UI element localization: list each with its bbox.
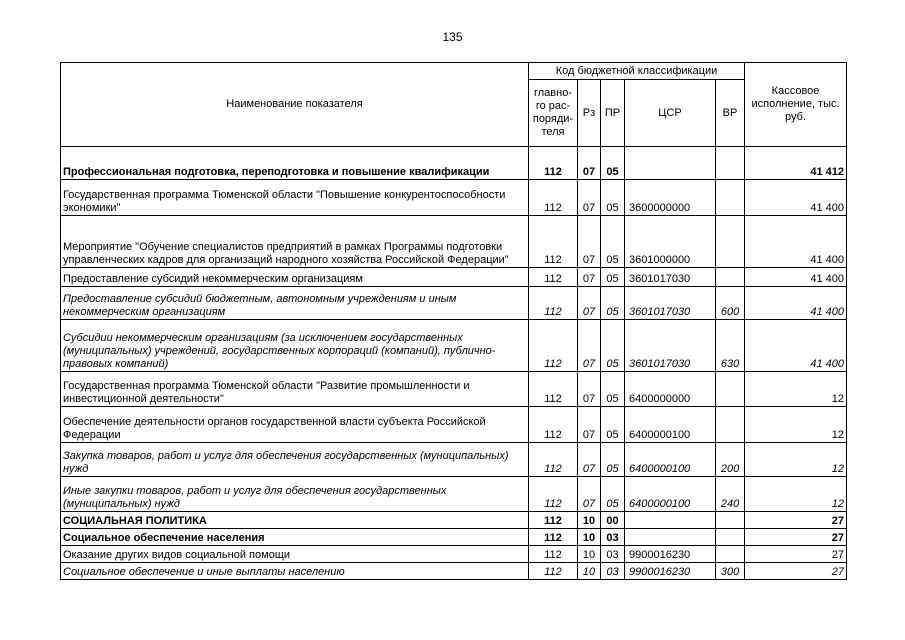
table-row bbox=[61, 287, 847, 320]
cell-csr bbox=[625, 512, 716, 529]
cell-amount: 27 bbox=[745, 529, 847, 546]
cell-csr: 3601017030 bbox=[625, 287, 716, 320]
cell-vr bbox=[716, 268, 745, 287]
cell-glav: 112 bbox=[529, 529, 578, 546]
table-row bbox=[61, 216, 847, 268]
cell-pr: 05 bbox=[601, 147, 625, 180]
cell-rz: 07 bbox=[578, 287, 601, 320]
cell-pr: 05 bbox=[601, 320, 625, 372]
cell-rz: 07 bbox=[578, 216, 601, 268]
cell-glav: 112 bbox=[529, 443, 578, 477]
cell-rz: 10 bbox=[578, 529, 601, 546]
cell-pr: 03 bbox=[601, 563, 625, 580]
cell-glav: 112 bbox=[529, 477, 578, 512]
page-number: 135 bbox=[442, 30, 463, 44]
cell-vr bbox=[716, 147, 745, 180]
cell-glav: 112 bbox=[529, 180, 578, 216]
table-row bbox=[61, 180, 847, 216]
table-row bbox=[61, 512, 847, 529]
cell-name: Государственная программа Тюменской области "Повышение конкурентоспособности экономики" bbox=[61, 180, 529, 216]
cell-name: Предоставление субсидий некоммерческим организациям bbox=[61, 268, 529, 287]
cell-amount: 27 bbox=[745, 512, 847, 529]
cell-csr: 6400000100 bbox=[625, 477, 716, 512]
cell-glav: 112 bbox=[529, 216, 578, 268]
header-vr: ВР bbox=[716, 80, 745, 147]
cell-csr: 9900016230 bbox=[625, 563, 716, 580]
cell-name: Оказание других видов социальной помощи bbox=[61, 546, 529, 563]
cell-vr bbox=[716, 407, 745, 443]
cell-pr: 05 bbox=[601, 372, 625, 407]
cell-csr bbox=[625, 529, 716, 546]
cell-csr: 6400000100 bbox=[625, 407, 716, 443]
cell-amount: 12 bbox=[745, 443, 847, 477]
cell-name: Мероприятие "Обучение специалистов предприятий в рамках Программы подготовки управленческих кадров для организаций народного хозяйства Российской Федерации" bbox=[61, 216, 529, 268]
table-row bbox=[61, 563, 847, 580]
cell-rz: 10 bbox=[578, 563, 601, 580]
cell-vr: 240 bbox=[716, 477, 745, 512]
cell-csr: 3601017030 bbox=[625, 320, 716, 372]
header-amount: Кассовое исполнение, тыс. руб. bbox=[745, 63, 847, 147]
budget-table bbox=[60, 62, 847, 580]
cell-name: СОЦИАЛЬНАЯ ПОЛИТИКА bbox=[61, 512, 529, 529]
cell-amount: 41 400 bbox=[745, 287, 847, 320]
cell-vr bbox=[716, 216, 745, 268]
cell-vr: 300 bbox=[716, 563, 745, 580]
cell-vr bbox=[716, 512, 745, 529]
cell-name: Закупка товаров, работ и услуг для обеспечения государственных (муниципальных) нужд bbox=[61, 443, 529, 477]
cell-name: Социальное обеспечение населения bbox=[61, 529, 529, 546]
cell-amount: 12 bbox=[745, 477, 847, 512]
table-header bbox=[61, 63, 847, 147]
header-csr: ЦСР bbox=[625, 80, 716, 147]
table-row bbox=[61, 529, 847, 546]
cell-rz: 10 bbox=[578, 512, 601, 529]
cell-rz: 07 bbox=[578, 180, 601, 216]
cell-amount: 41 400 bbox=[745, 268, 847, 287]
header-rz: Рз bbox=[578, 80, 601, 147]
cell-amount: 41 400 bbox=[745, 216, 847, 268]
cell-csr bbox=[625, 147, 716, 180]
cell-vr bbox=[716, 529, 745, 546]
cell-pr: 05 bbox=[601, 268, 625, 287]
cell-rz: 07 bbox=[578, 372, 601, 407]
cell-name: Социальное обеспечение и иные выплаты населению bbox=[61, 563, 529, 580]
cell-glav: 112 bbox=[529, 287, 578, 320]
table-row bbox=[61, 477, 847, 512]
cell-name: Государственная программа Тюменской области "Развитие промышленности и инвестиционной деятельности" bbox=[61, 372, 529, 407]
table-row bbox=[61, 546, 847, 563]
cell-csr: 3600000000 bbox=[625, 180, 716, 216]
cell-vr: 600 bbox=[716, 287, 745, 320]
cell-pr: 05 bbox=[601, 477, 625, 512]
header-name: Наименование показателя bbox=[61, 63, 529, 147]
cell-vr bbox=[716, 180, 745, 216]
cell-pr: 05 bbox=[601, 287, 625, 320]
cell-amount: 12 bbox=[745, 407, 847, 443]
cell-glav: 112 bbox=[529, 563, 578, 580]
cell-rz: 07 bbox=[578, 477, 601, 512]
table-row bbox=[61, 147, 847, 180]
cell-rz: 07 bbox=[578, 268, 601, 287]
cell-name: Профессиональная подготовка, переподготовка и повышение квалификации bbox=[61, 147, 529, 180]
cell-name: Субсидии некоммерческим организациям (за исключением государственных (муниципальных) учреждений, государственных корпораций (компаний), публично-правовых компаний) bbox=[61, 320, 529, 372]
header-code-group: Код бюджетной классификации bbox=[529, 63, 745, 80]
cell-rz: 07 bbox=[578, 147, 601, 180]
cell-pr: 05 bbox=[601, 443, 625, 477]
cell-vr: 200 bbox=[716, 443, 745, 477]
cell-rz: 07 bbox=[578, 407, 601, 443]
table-row bbox=[61, 407, 847, 443]
cell-csr: 6400000100 bbox=[625, 443, 716, 477]
cell-vr: 630 bbox=[716, 320, 745, 372]
cell-glav: 112 bbox=[529, 147, 578, 180]
cell-glav: 112 bbox=[529, 320, 578, 372]
table-row bbox=[61, 443, 847, 477]
cell-pr: 05 bbox=[601, 407, 625, 443]
table-row bbox=[61, 268, 847, 287]
cell-glav: 112 bbox=[529, 372, 578, 407]
cell-amount: 27 bbox=[745, 563, 847, 580]
cell-pr: 05 bbox=[601, 180, 625, 216]
cell-pr: 05 bbox=[601, 216, 625, 268]
cell-rz: 07 bbox=[578, 320, 601, 372]
cell-csr: 3601000000 bbox=[625, 216, 716, 268]
cell-csr: 3601017030 bbox=[625, 268, 716, 287]
cell-name: Иные закупки товаров, работ и услуг для обеспечения государственных (муниципальных) нужд bbox=[61, 477, 529, 512]
cell-pr: 03 bbox=[601, 546, 625, 563]
cell-name: Предоставление субсидий бюджетным, автономным учреждениям и иным некоммерческим организациям bbox=[61, 287, 529, 320]
cell-amount: 41 412 bbox=[745, 147, 847, 180]
cell-pr: 00 bbox=[601, 512, 625, 529]
cell-pr: 03 bbox=[601, 529, 625, 546]
cell-glav: 112 bbox=[529, 268, 578, 287]
cell-glav: 112 bbox=[529, 546, 578, 563]
cell-vr bbox=[716, 546, 745, 563]
header-glav: главно-го рас-поряди-теля bbox=[529, 80, 578, 147]
header-pr: ПР bbox=[601, 80, 625, 147]
cell-amount: 27 bbox=[745, 546, 847, 563]
cell-glav: 112 bbox=[529, 407, 578, 443]
cell-name: Обеспечение деятельности органов государственной власти субъекта Российской Федерации bbox=[61, 407, 529, 443]
cell-amount: 12 bbox=[745, 372, 847, 407]
table-row bbox=[61, 320, 847, 372]
cell-csr: 9900016230 bbox=[625, 546, 716, 563]
cell-amount: 41 400 bbox=[745, 320, 847, 372]
table-body bbox=[61, 147, 847, 580]
cell-csr: 6400000000 bbox=[625, 372, 716, 407]
cell-amount: 41 400 bbox=[745, 180, 847, 216]
cell-rz: 07 bbox=[578, 443, 601, 477]
cell-glav: 112 bbox=[529, 512, 578, 529]
cell-vr bbox=[716, 372, 745, 407]
table-row bbox=[61, 372, 847, 407]
cell-rz: 10 bbox=[578, 546, 601, 563]
